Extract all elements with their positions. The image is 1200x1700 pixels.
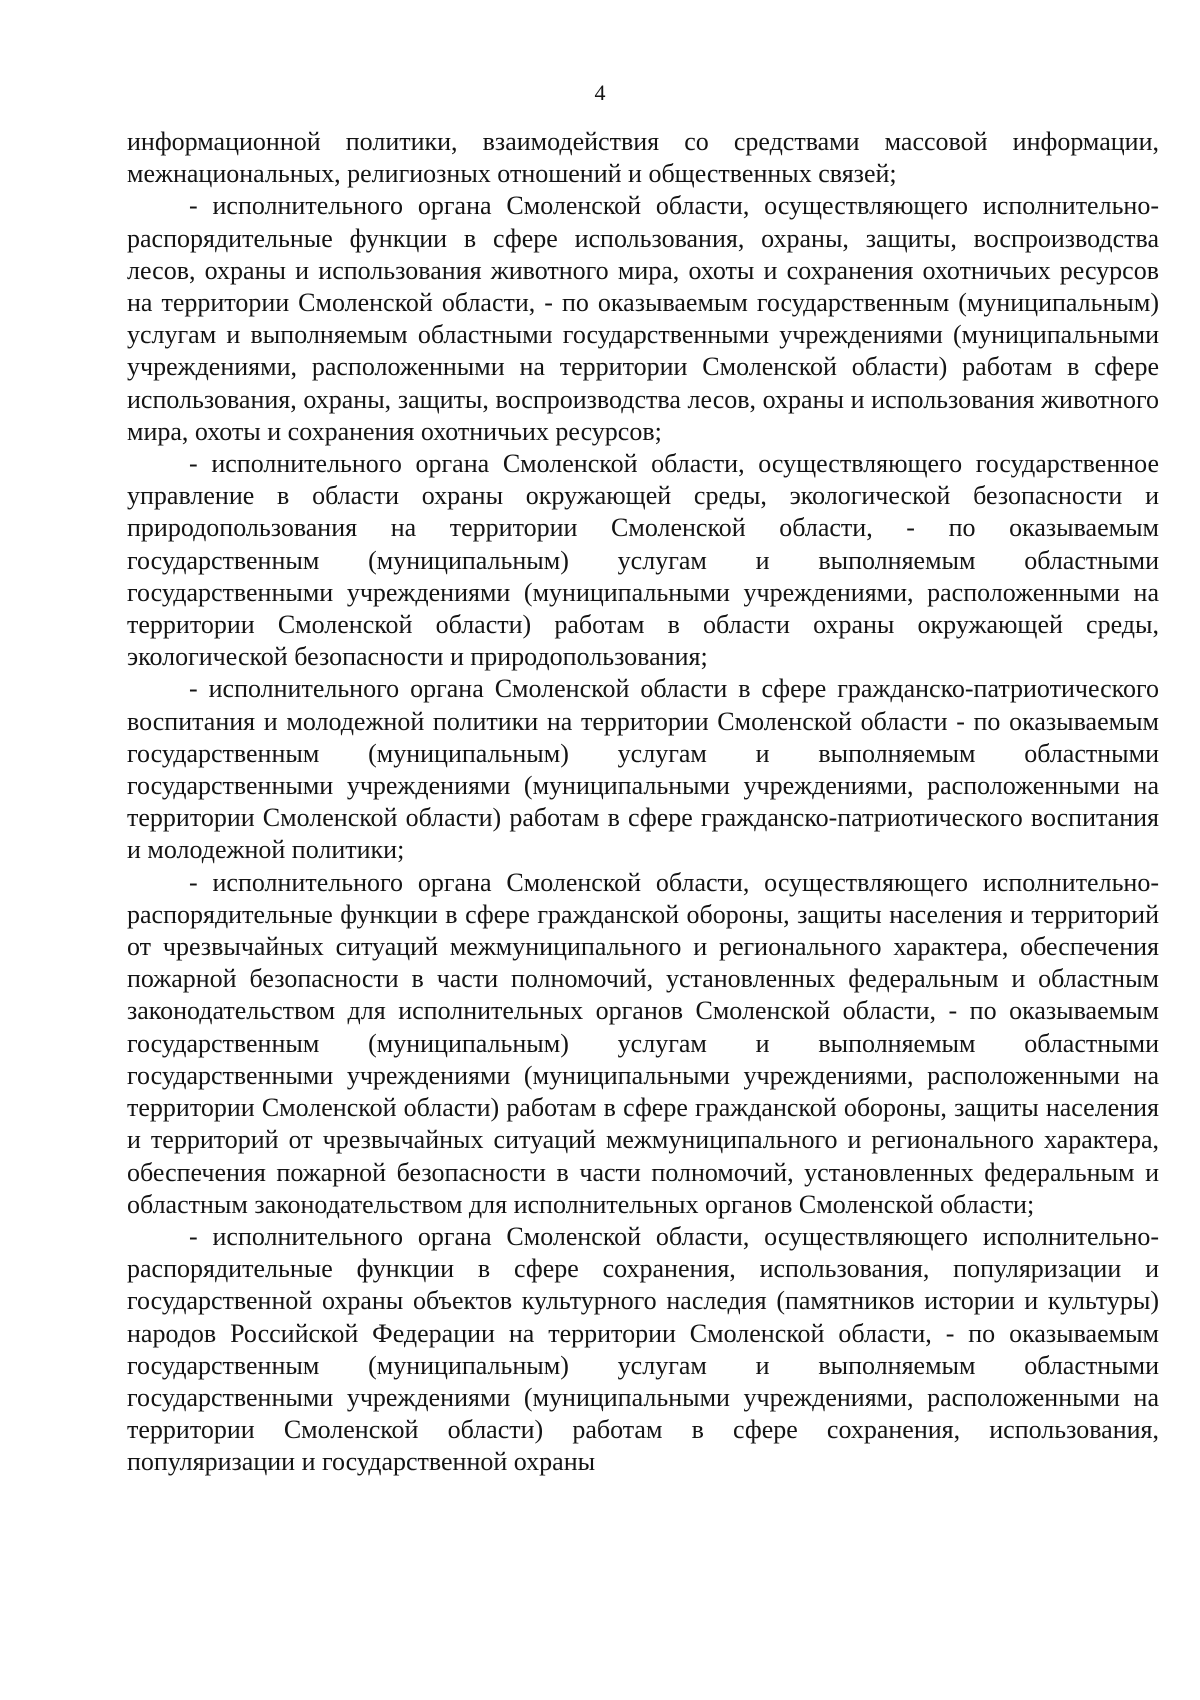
list-item-youth-policy: - исполнительного органа Смоленской области в сфере гражданско-патриотического воспитания и молодежной политики на территории Смоленской области - по оказываемым государственным (муниципальным) услугам и выполняемым областными государственными учреждениями (муниципальными учреждениями, расположенными на территории Смоленской области) работам в сфере гражданско-патриотического воспитания и молодежной политики; bbox=[127, 674, 1159, 865]
list-item-civil-defense: - исполнительного органа Смоленской области, осуществляющего исполнительно-распорядительные функции в сфере гражданской обороны, защиты населения и территорий от чрезвычайных ситуаций межмуниципального и регионального характера, обеспечения пожарной безопасности в части полномочий, установленных федеральным и областным законодательством для исполнительных органов Смоленской области, - по оказываемым государственным (муниципальным) услугам и выполняемым областными государственными учреждениями (муниципальными учреждениями, расположенными на территории Смоленской области) работам в сфере гражданской обороны, защиты населения и территорий от чрезвычайных ситуаций межмуниципального и регионального характера, обеспечения пожарной безопасности в части полномочий, установленных федеральным и областным законодательством для исполнительных органов Смоленской области; bbox=[127, 867, 1159, 1219]
list-item-cultural-heritage: - исполнительного органа Смоленской области, осуществляющего исполнительно-распорядительные функции в сфере сохранения, использования, популяризации и государственной охраны объектов культурного наследия (памятников истории и культуры) народов Российской Федерации на территории Смоленской области, - по оказываемым государственным (муниципальным) услугам и выполняемым областными государственными учреждениями (муниципальными учреждениями, расположенными на территории Смоленской области) работам в сфере сохранения, использования, популяризации и государственной охраны bbox=[127, 1221, 1159, 1477]
page-number: 4 bbox=[594, 80, 606, 105]
list-item-environment: - исполнительного органа Смоленской области, осуществляющего государственное управление в области охраны окружающей среды, экологической безопасности и природопользования на территории Смоленской области, - по оказываемым государственным (муниципальным) услугам и выполняемым областными государственными учреждениями (муниципальными учреждениями, расположенными на территории Смоленской области) работам в области охраны окружающей среды, экологической безопасности и природопользования; bbox=[127, 449, 1159, 672]
list-item-forestry: - исполнительного органа Смоленской области, осуществляющего исполнительно-распорядительные функции в сфере использования, охраны, защиты, воспроизводства лесов, охраны и использования животного мира, охоты и сохранения охотничьих ресурсов на территории Смоленской области, - по оказываемым государственным (муниципальным) услугам и выполняемым областными государственными учреждениями (муниципальными учреждениями, расположенными на территории Смоленской области) работам в сфере использования, охраны, защиты, воспроизводства лесов, охраны и использования животного мира, охоты и сохранения охотничьих ресурсов; bbox=[127, 191, 1159, 446]
document-body bbox=[127, 126, 1159, 1479]
paragraph-continuation: информационной политики, взаимодействия со средствами массовой информации, межнациональных, религиозных отношений и общественных связей; bbox=[127, 127, 1159, 189]
